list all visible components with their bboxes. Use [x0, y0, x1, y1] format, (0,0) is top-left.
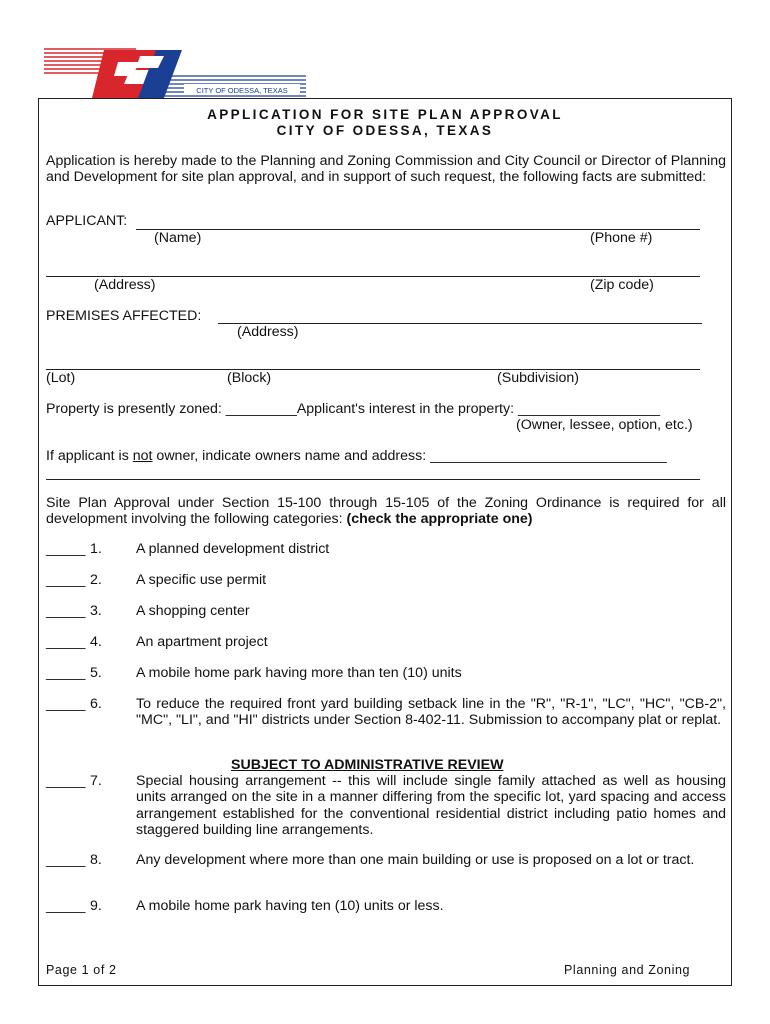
item-blank-8[interactable]: _____ — [46, 852, 86, 868]
item-number-9: 9. — [90, 898, 102, 914]
item-text-9: A mobile home park having ten (10) units or less. — [136, 898, 444, 914]
owner-address-line[interactable] — [46, 479, 700, 480]
logo-caption: CITY OF ODESSA, TEXAS — [196, 86, 288, 95]
item-text-5: A mobile home park having more than ten (10) units — [136, 665, 462, 681]
interest-label: Applicant's interest in the property: — [296, 401, 518, 417]
form-subtitle: CITY OF ODESSA, TEXAS — [276, 123, 494, 138]
item-blank-9[interactable]: _____ — [46, 898, 86, 914]
item-text-3: A shopping center — [136, 603, 250, 619]
item-blank-7[interactable]: _____ — [46, 773, 86, 789]
page-number: Page 1 of 2 — [46, 963, 117, 977]
block-caption: (Block) — [227, 370, 272, 386]
footer-department: Planning and Zoning — [564, 963, 691, 977]
item-number-8: 8. — [90, 852, 102, 868]
item-number-6: 6. — [90, 696, 102, 712]
owner-line — [46, 448, 667, 464]
item-text-2: A specific use permit — [136, 572, 267, 588]
categories-intro-text: Site Plan Approval under Section 15-100 through 15-105 of the Zoning Ordinance is required for all development involving the following categories: — [46, 495, 726, 528]
item-text-4: An apartment project — [136, 634, 268, 650]
item-blank-6[interactable]: _____ — [46, 696, 86, 712]
premises-address-caption: (Address) — [237, 324, 299, 340]
owner-suffix: owner, indicate owners name and address: — [152, 448, 431, 464]
lot-block-line[interactable] — [46, 369, 700, 370]
zoned-label: Property is presently zoned: — [46, 401, 226, 417]
item-blank-2[interactable]: _____ — [46, 572, 86, 588]
item-text-8: Any development where more than one main building or use is proposed on a lot or tract. — [136, 852, 695, 868]
item-number-7: 7. — [90, 773, 102, 789]
item-text-7: Special housing arrangement -- this will include single family attached as well as housing units arranged on the site in a manner differing from the specific lot, yard spacing and access arrangement established for the conventional residential district including patio homes and staggered building line arrangements. — [136, 773, 726, 838]
item-blank-4[interactable]: _____ — [46, 634, 86, 650]
applicant-label: APPLICANT: — [46, 213, 128, 229]
address-caption: (Address) — [94, 277, 156, 293]
interest-caption: (Owner, lessee, option, etc.) — [516, 417, 693, 433]
odessa-logo-icon — [44, 46, 306, 102]
owner-prefix: If applicant is — [46, 448, 133, 464]
item-text-6: To reduce the required front yard building setback line in the "R", "R-1", "LC", "HC", "CB-2", "MC", "LI", and "HI" districts under Section 8-402-11. Submission to accompany plat or replat. — [136, 696, 726, 729]
item-blank-5[interactable]: _____ — [46, 665, 86, 681]
item-text-1: A planned development district — [136, 541, 330, 557]
item-number-5: 5. — [90, 665, 102, 681]
owner-blank[interactable]: ______________________________ — [430, 448, 667, 464]
zip-caption: (Zip code) — [590, 277, 654, 293]
lot-caption: (Lot) — [46, 370, 76, 386]
item-blank-3[interactable]: _____ — [46, 603, 86, 619]
item-blank-1[interactable]: _____ — [46, 541, 86, 557]
zoning-line — [46, 401, 660, 417]
premises-label: PREMISES AFFECTED: — [46, 308, 202, 324]
owner-emphasis: not — [132, 448, 153, 464]
form-title: APPLICATION FOR SITE PLAN APPROVAL — [207, 107, 563, 122]
item-number-4: 4. — [90, 634, 102, 650]
admin-review-heading: SUBJECT TO ADMINISTRATIVE REVIEW — [231, 757, 504, 773]
categories-intro-bold: (check the appropriate one) — [346, 511, 533, 528]
item-number-3: 3. — [90, 603, 102, 619]
subdivision-caption: (Subdivision) — [497, 370, 580, 386]
categories-intro — [46, 495, 726, 528]
item-number-2: 2. — [90, 572, 102, 588]
phone-caption: (Phone #) — [590, 230, 653, 246]
interest-blank[interactable]: __________________ — [517, 401, 660, 417]
intro-paragraph: Application is hereby made to the Planning and Zoning Commission and City Council or Director of Planning and Development for site plan approval, and in support of such request, the following facts are submitted: — [46, 153, 726, 186]
item-number-1: 1. — [90, 541, 102, 557]
zoned-blank[interactable]: _________ — [225, 401, 297, 417]
name-caption: (Name) — [154, 230, 202, 246]
city-logo — [44, 46, 306, 102]
